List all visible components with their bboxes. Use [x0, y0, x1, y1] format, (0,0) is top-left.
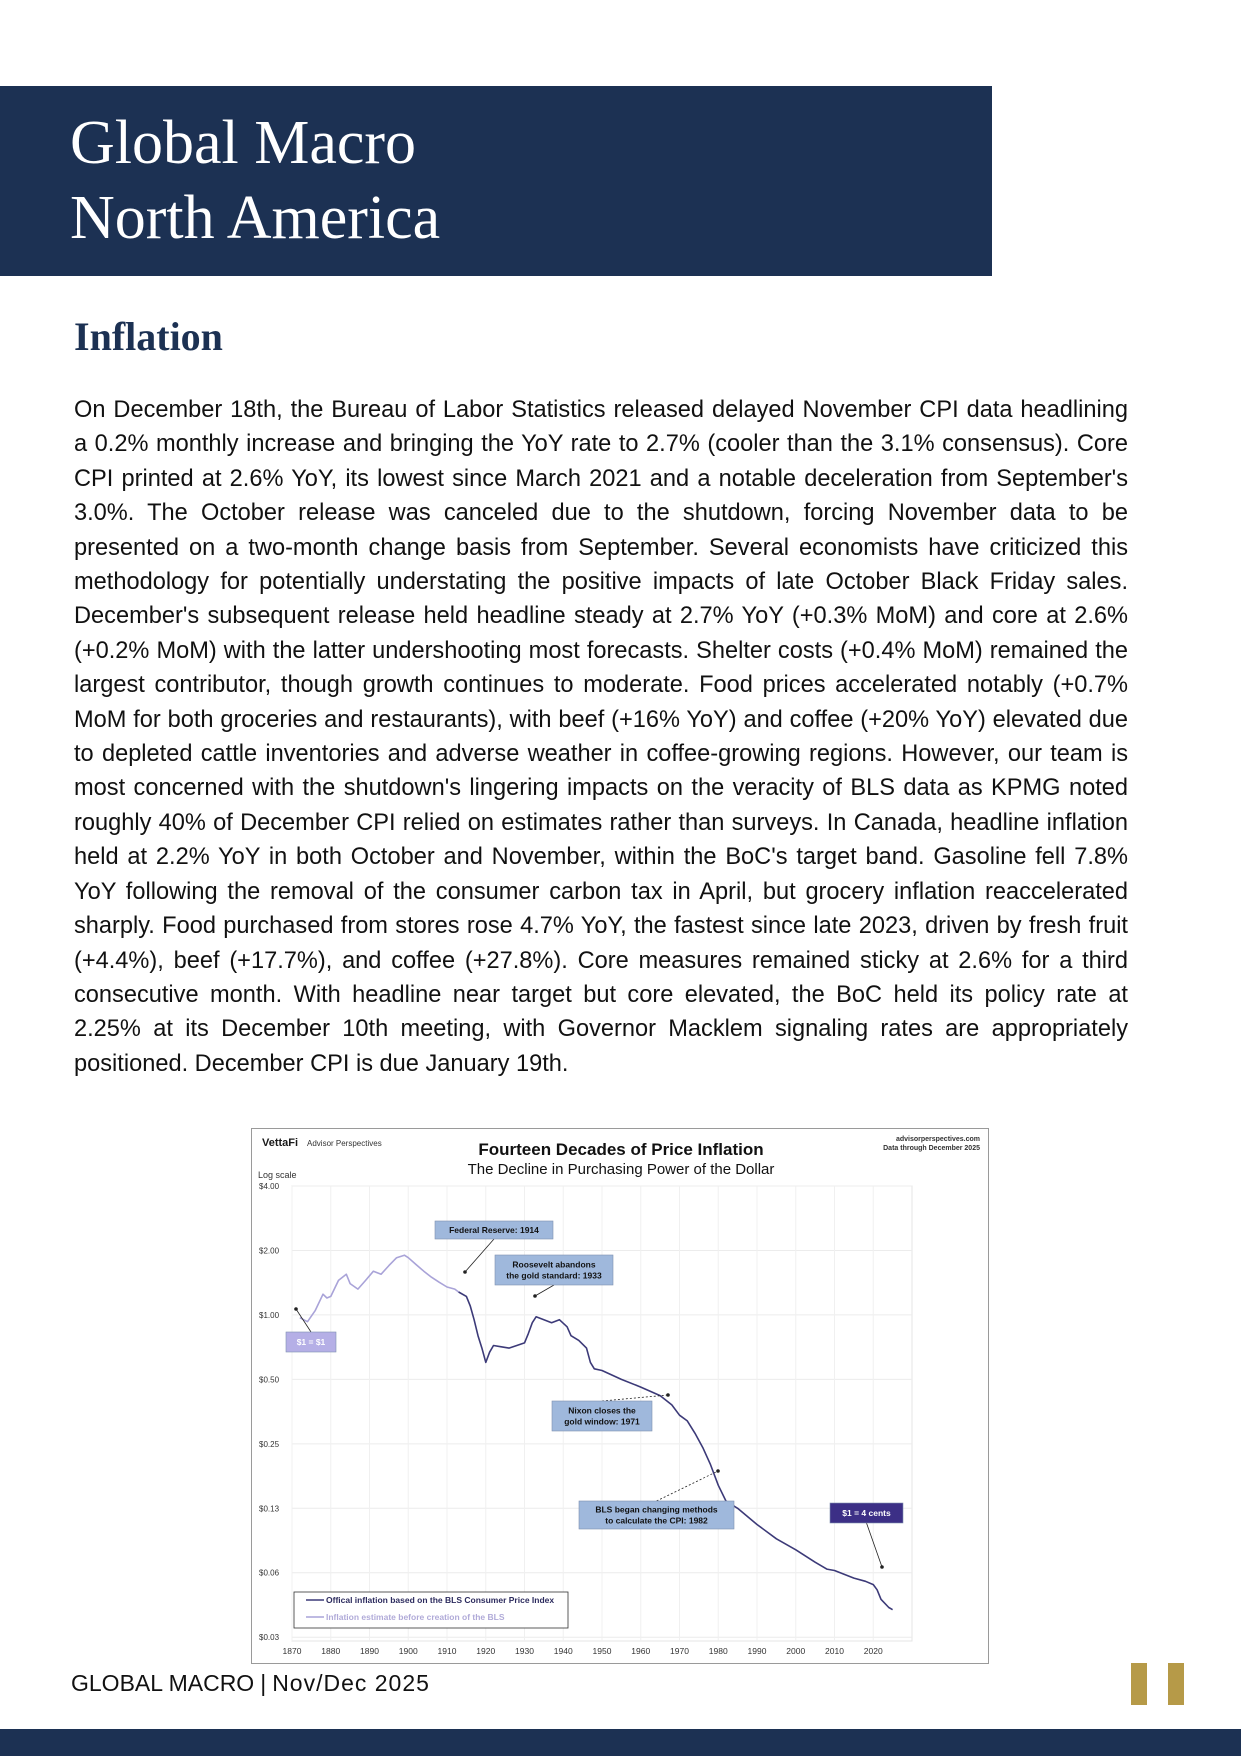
y-tick-label: $0.03: [259, 1633, 280, 1643]
x-tick-label: 1940: [553, 1646, 573, 1656]
annotation-text: gold window: 1971: [564, 1416, 640, 1427]
x-tick-label: 1980: [708, 1646, 728, 1656]
annotation-arrow-tip: [666, 1393, 670, 1397]
annotation-text: $1 = $1: [296, 1337, 326, 1347]
x-tick-label: 1990: [747, 1646, 767, 1656]
footer-bar: [0, 1729, 1241, 1756]
annotation-arrow-tip: [716, 1469, 720, 1473]
chart-subtitle: The Decline in Purchasing Power of the Dollar: [467, 1161, 775, 1178]
footer-label: [71, 1670, 430, 1697]
x-tick-label: 1930: [515, 1646, 534, 1656]
footer-date: Nov/Dec 2025: [272, 1670, 430, 1696]
bls-cpi-series-line: [459, 1292, 893, 1610]
annotation-pointer: [535, 1285, 554, 1296]
x-tick-label: 1920: [476, 1646, 496, 1656]
x-tick-label: 2020: [863, 1646, 883, 1656]
chart-y-label: Log scale: [258, 1170, 297, 1180]
footer-publication: GLOBAL MACRO: [71, 1670, 255, 1696]
footer-mark-right: [1168, 1663, 1184, 1705]
chart-source-note: Data through December 2025: [883, 1145, 980, 1152]
x-tick-label: 1960: [631, 1646, 651, 1656]
header-banner: [0, 86, 992, 276]
x-tick-label: 1870: [282, 1646, 302, 1656]
annotation-pointer: [465, 1239, 494, 1272]
annotation-text: Federal Reserve: 1914: [449, 1225, 539, 1235]
y-tick-label: $0.50: [259, 1375, 280, 1385]
footer-mark-left: [1131, 1663, 1147, 1705]
chart-annotation: [552, 1393, 670, 1431]
y-tick-label: $1.00: [259, 1310, 280, 1320]
body-paragraph: On December 18th, the Bureau of Labor Statistics released delayed November CPI data headlining a 0.2% monthly increase and bringing the YoY rate to 2.7% (cooler than the 3.1% consensus). Core CPI printed at 2.6% YoY, its lowest since March 2021 and a notable deceleration from September's 3.0%. The October release was canceled due to the shutdown, forcing November data to be presented on a two-month change basis from September. Several economists have criticized this methodology for potentially understating the positive impacts of late October Black Friday sales. December's subsequent release held headline steady at 2.7% YoY (+0.3% MoM) and core at 2.6% (+0.2% MoM) with the latter undershooting most forecasts. Shelter costs (+0.4% MoM) remained the largest contributor, though growth continues to moderate. Food prices accelerated notably (+0.7% MoM for both groceries and restaurants), with beef (+16% YoY) and coffee (+20% YoY) elevated due to depleted cattle inventories and adverse weather in coffee-growing regions. However, our team is most concerned with the shutdown's lingering impacts on the veracity of BLS data as KPMG noted roughly 40% of December CPI relied on estimates rather than surveys. In Canada, headline inflation held at 2.2% YoY in both October and November, within the BoC's target band. Gasoline fell 7.8% YoY following the removal of the consumer carbon tax in April, but grocery inflation reaccelerated sharply. Food purchased from stores rose 4.7% YoY, the fastest since late 2023, driven by fresh fruit (+4.4%), beef (+17.7%), and coffee (+27.8%). Core measures remained sticky at 2.6% for a third consecutive month. With headline near target but core elevated, the BoC held its policy rate at 2.25% at its December 10th meeting, with Governor Macklem signaling rates are appropriately positioned. December CPI is due January 19th.: [74, 397, 1128, 1077]
y-tick-label: $0.06: [259, 1568, 280, 1578]
x-tick-label: 1890: [360, 1646, 379, 1656]
annotation-arrow-tip: [880, 1565, 884, 1569]
chart-title: Fourteen Decades of Price Inflation: [478, 1140, 764, 1159]
y-tick-label: $0.13: [259, 1504, 280, 1514]
annotation-text: the gold standard: 1933: [506, 1270, 602, 1281]
annotation-text: to calculate the CPI: 1982: [605, 1515, 708, 1526]
legend-entry: Inflation estimate before creation of the BLS: [326, 1612, 505, 1622]
chart-annotation: [830, 1503, 903, 1569]
annotation-pointer: [657, 1471, 719, 1501]
chart-brand-sub: Advisor Perspectives: [307, 1139, 382, 1148]
y-tick-label: $0.25: [259, 1439, 280, 1449]
chart-brand: VettaFi: [262, 1137, 299, 1149]
annotation-text: Nixon closes the: [568, 1405, 636, 1416]
annotation-arrow-tip: [463, 1270, 467, 1274]
pre-bls-series-line: [300, 1255, 459, 1322]
x-tick-label: 1880: [321, 1646, 341, 1656]
x-tick-label: 2010: [825, 1646, 844, 1656]
annotation-pointer: [867, 1523, 883, 1567]
x-tick-label: 1900: [398, 1646, 418, 1656]
annotation-arrow-tip: [294, 1307, 298, 1311]
x-tick-label: 1950: [592, 1646, 612, 1656]
annotation-pointer: [602, 1395, 668, 1401]
legend-entry: Offical inflation based on the BLS Consumer Price Index: [326, 1595, 555, 1605]
x-tick-label: 1970: [670, 1646, 689, 1656]
chart-source-url: advisorperspectives.com: [895, 1136, 980, 1143]
annotation-text: Roosevelt abandons: [512, 1259, 596, 1270]
chart-annotation: [495, 1255, 613, 1298]
footer-separator: |: [260, 1670, 267, 1696]
x-tick-label: 2000: [786, 1646, 806, 1656]
y-tick-label: $4.00: [259, 1182, 280, 1191]
y-tick-label: $2.00: [259, 1246, 280, 1256]
annotation-text: $1 = 4 cents: [842, 1508, 891, 1518]
annotation-text: BLS began changing methods: [595, 1504, 718, 1515]
inflation-chart: [251, 1128, 989, 1664]
chart-canvas: [252, 1129, 990, 1665]
header-title-line1: Global Macro: [70, 109, 417, 177]
annotation-arrow-tip: [533, 1294, 537, 1298]
chart-annotation: [286, 1307, 336, 1352]
header-title-line2: North America: [70, 184, 441, 252]
section-title: Inflation: [74, 314, 223, 359]
x-tick-label: 1910: [437, 1646, 457, 1656]
